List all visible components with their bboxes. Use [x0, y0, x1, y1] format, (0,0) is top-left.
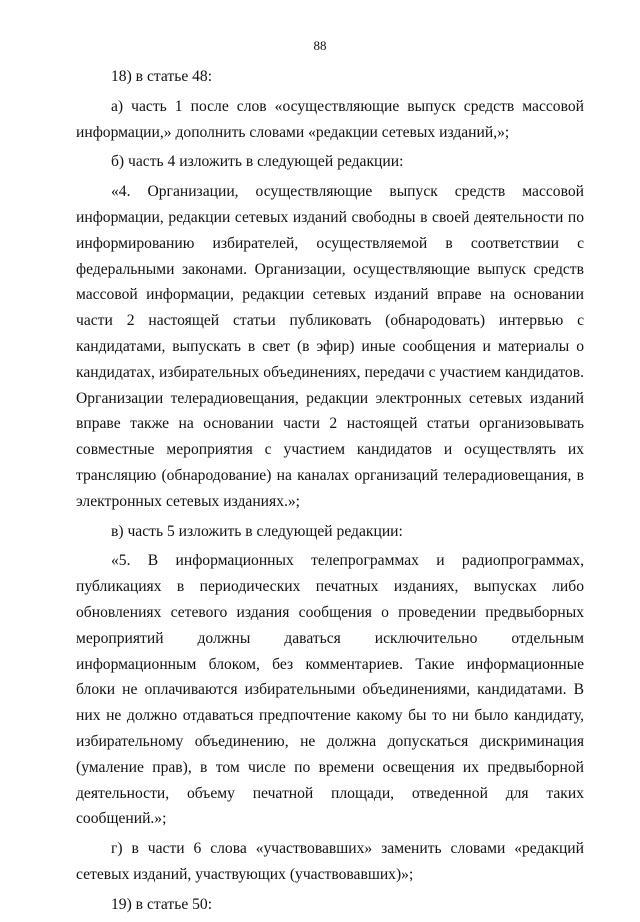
subitem-g: г) в части 6 слова «участвовавших» заменить словами «редакций сетевых изданий, участвующих (участвовавших)»; [76, 840, 584, 883]
subitem-a: а) часть 1 после слов «осуществляющие выпуск средств массовой информации,» дополнить словами «редакции сетевых изданий,»; [76, 97, 584, 141]
item-18-heading: 18) в статье 48: [111, 68, 213, 85]
subitem-v: в) часть 5 изложить в следующей редакции: [111, 522, 403, 540]
subitem-b: б) часть 4 изложить в следующей редакции: [111, 153, 404, 171]
part-5-text: «5. В информационных телепрограммах и радиопрограммах, публикациях в периодических печатных изданиях, выпусках либо обновлениях сетевого издания сообщения о проведении предвыборных мероприятий должны даваться исключительно отдельным информационным блоком, без комментариев. Такие информационные блоки не оплачиваются избирательными объединениями, кандидатами. В них не должно отдаваться предпочтение какому бы то ни было кандидату, избирательному объединению, не должна допускаться дискриминация (умаление прав), в том числе по времени освещения их предвыборной деятельности, объему печатной площади, отведенной для таких сообщений.»; [76, 552, 584, 828]
document-body [76, 64, 584, 922]
item-19-heading: 19) в статье 50: [111, 895, 213, 913]
page-number: 88 [313, 38, 327, 53]
part-4-text: «4. Организации, осуществляющие выпуск средств массовой информации, редакции сетевых изданий свободны в своей деятельности по информированию избирателей, осуществляемой в соответствии с федеральными законами. Организации, осуществляющие выпуск средств массовой информации, редакции сетевых изданий вправе на основании части 2 настоящей статьи публиковать (обнародовать) интервью с кандидатами, выпускать в свет (в эфир) иные сообщения и материалы о кандидатах, избирательных объединениях, передачи с участием кандидатов. Организации телерадиовещания, редакции электронных сетевых изданий вправе также на основании части 2 настоящей статьи организовывать совместные мероприятия с участием кандидатов и осуществлять их трансляцию (обнародование) на каналах организаций телерадиовещания, в электронных сетевых изданиях.»; [76, 183, 584, 510]
